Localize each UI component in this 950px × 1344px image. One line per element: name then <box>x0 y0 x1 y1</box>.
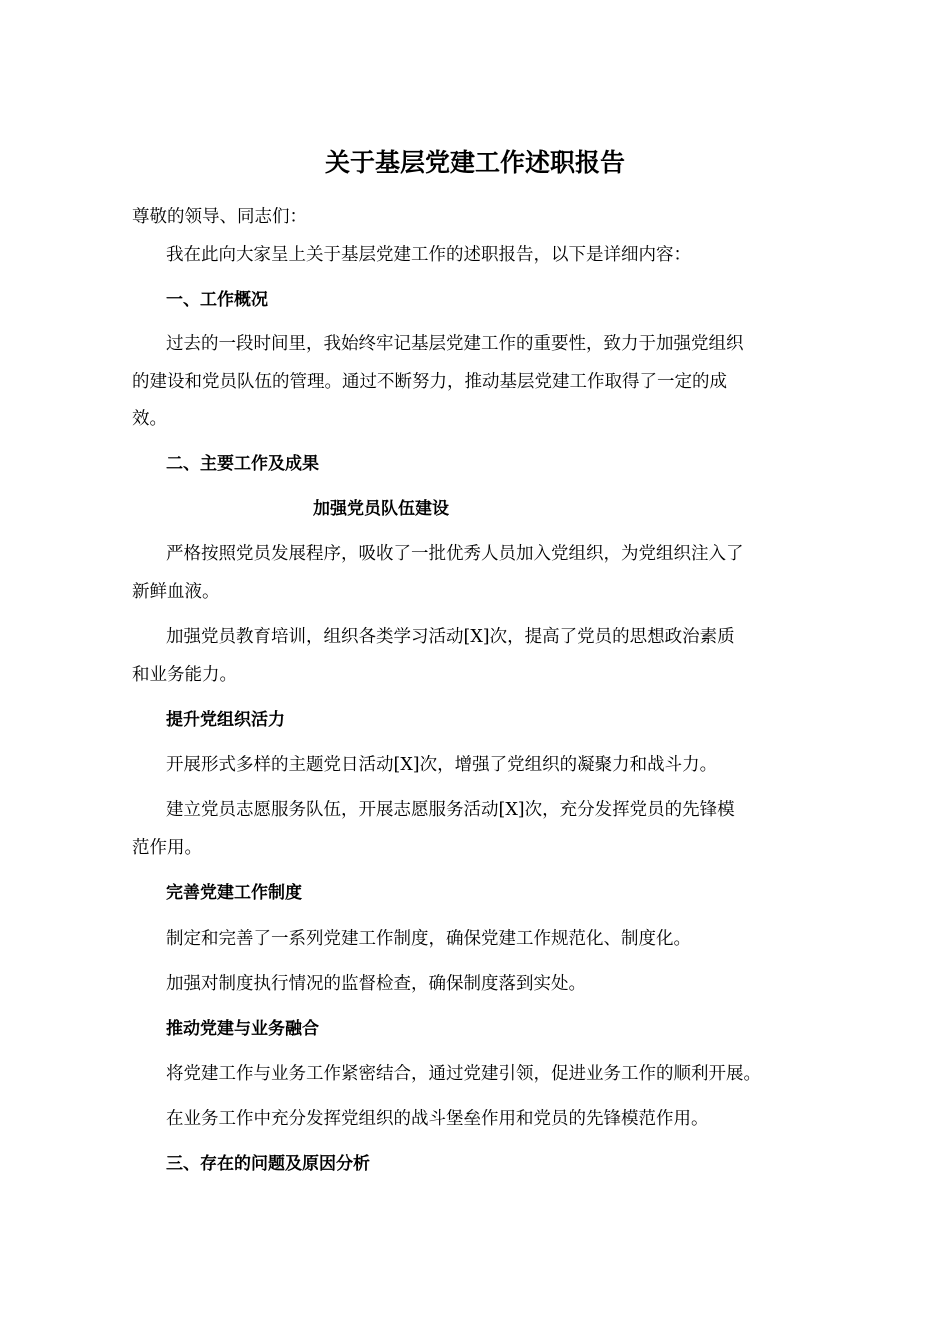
section1-paragraph-line: 效。 <box>132 409 167 429</box>
section1-paragraph-line: 过去的一段时间里，我始终牢记基层党建工作的重要性，致力于加强党组织 <box>166 334 744 354</box>
paragraph-line: 建立党员志愿服务队伍，开展志愿服务活动[X]次，充分发挥党员的先锋模 <box>166 800 735 820</box>
paragraph-line: 加强党员教育培训，组织各类学习活动[X]次，提高了党员的思想政治素质 <box>166 627 735 647</box>
paragraph-line: 在业务工作中充分发挥党组织的战斗堡垒作用和党员的先锋模范作用。 <box>166 1109 709 1129</box>
paragraph-line: 严格按照党员发展程序，吸收了一批优秀人员加入党组织，为党组织注入了 <box>166 544 744 564</box>
subsection-heading: 完善党建工作制度 <box>166 883 302 903</box>
paragraph-line: 范作用。 <box>132 838 202 858</box>
paragraph-line: 和业务能力。 <box>132 665 237 685</box>
paragraph-line: 制定和完善了一系列党建工作制度，确保党建工作规范化、制度化。 <box>166 929 691 949</box>
subsection-heading: 提升党组织活力 <box>166 710 285 730</box>
section2-heading: 二、主要工作及成果 <box>166 454 319 474</box>
salutation: 尊敬的领导、同志们： <box>132 207 307 227</box>
section1-paragraph-line: 的建设和党员队伍的管理。通过不断努力，推动基层党建工作取得了一定的成 <box>132 372 727 392</box>
intro-paragraph: 我在此向大家呈上关于基层党建工作的述职报告，以下是详细内容： <box>166 245 691 265</box>
section3-heading: 三、存在的问题及原因分析 <box>166 1154 370 1174</box>
subsection-heading: 推动党建与业务融合 <box>166 1019 319 1039</box>
subsection-heading: 加强党员队伍建设 <box>313 499 449 519</box>
section1-heading: 一、工作概况 <box>166 290 268 310</box>
paragraph-line: 将党建工作与业务工作紧密结合，通过党建引领，促进业务工作的顺利开展。 <box>166 1064 761 1084</box>
paragraph-line: 开展形式多样的主题党日活动[X]次，增强了党组织的凝聚力和战斗力。 <box>166 755 718 775</box>
paragraph-line: 加强对制度执行情况的监督检查，确保制度落到实处。 <box>166 974 586 994</box>
document-title: 关于基层党建工作述职报告 <box>324 148 625 177</box>
paragraph-line: 新鲜血液。 <box>132 582 220 602</box>
